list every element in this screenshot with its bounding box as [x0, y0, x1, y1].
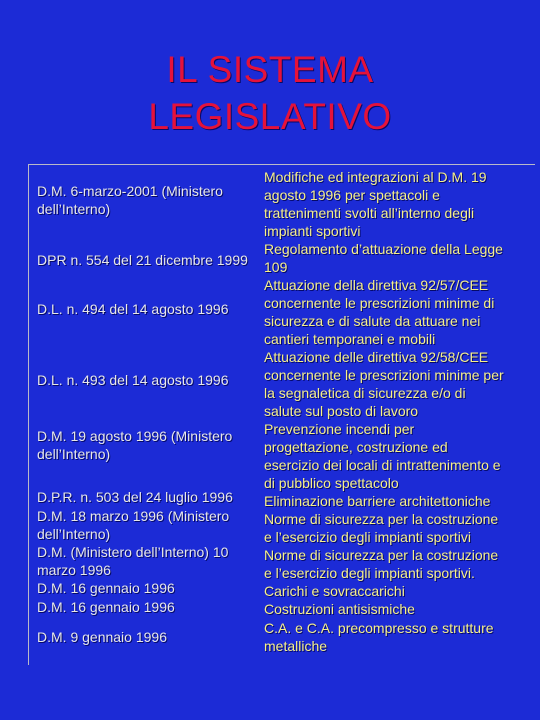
- right-line-15: Prevenzione incendi per: [264, 421, 415, 437]
- right-line-18: di pubblico spettacolo: [264, 475, 399, 491]
- right-line-4: impianti sportivi: [264, 223, 361, 239]
- right-line-22: Norme di sicurezza per la costruzione: [264, 547, 499, 563]
- right-line-17: esercizio dei locali di intrattenimento e: [264, 457, 501, 473]
- left-line-12: marzo 1996: [37, 562, 111, 578]
- right-line-16: progettazione, costruzione ed: [264, 439, 448, 455]
- right-line-5: Regolamento d’attuazione della Legge: [264, 241, 503, 257]
- right-line-14: salute sul posto di lavoro: [264, 403, 419, 419]
- right-line-26: C.A. e C.A. precompresso e strutture: [264, 620, 494, 636]
- left-line-5: D.L. n. 493 del 14 agosto 1996: [37, 372, 229, 388]
- right-line-12: concernente le prescrizioni minime per: [264, 367, 504, 383]
- right-line-11: Attuazione delle direttiva 92/58/CEE: [264, 349, 489, 365]
- left-line-10: dell’Interno): [37, 526, 111, 542]
- left-line-15: D.M. 9 gennaio 1996: [37, 629, 167, 645]
- right-line-9: sicurezza e di salute da attuare nei: [264, 313, 481, 329]
- left-line-1: D.M. 6-marzo-2001 (Ministero: [37, 183, 223, 199]
- right-line-20: Norme di sicurezza per la costruzione: [264, 511, 499, 527]
- left-line-6: D.M. 19 agosto 1996 (Ministero: [37, 428, 233, 444]
- left-line-3: DPR n. 554 del 21 dicembre 1999: [37, 252, 248, 268]
- right-line-25: Costruzioni antisismiche: [264, 601, 415, 617]
- left-line-4: D.L. n. 494 del 14 agosto 1996: [37, 301, 229, 317]
- title-line-2: LEGISLATIVO: [148, 96, 392, 137]
- right-line-2: agosto 1996 per spettacoli e: [264, 187, 440, 203]
- page-title: [0, 46, 540, 140]
- left-line-8: D.P.R. n. 503 del 24 luglio 1996: [37, 489, 233, 505]
- right-line-13: la segnaletica di sicurezza e/o di: [264, 385, 466, 401]
- right-line-3: trattenimenti svolti all’interno degli: [264, 205, 475, 221]
- left-line-7: dell’Interno): [37, 446, 111, 462]
- right-line-27: metalliche: [264, 638, 328, 654]
- right-line-10: cantieri temporanei e mobili: [264, 331, 436, 347]
- right-line-1: Modifiche ed integrazioni al D.M. 19: [264, 169, 487, 185]
- right-line-8: concernente le prescrizioni minime di: [264, 295, 495, 311]
- left-line-13: D.M. 16 gennaio 1996: [37, 580, 175, 596]
- right-line-19: Eliminazione barriere architettoniche: [264, 493, 491, 509]
- right-line-7: Attuazione della direttiva 92/57/CEE: [264, 277, 489, 293]
- right-line-24: Carichi e sovraccarichi: [264, 583, 405, 599]
- left-line-14: D.M. 16 gennaio 1996: [37, 599, 175, 615]
- right-line-6: 109: [264, 259, 288, 275]
- right-line-21: e l’esercizio degli impianti sportivi: [264, 529, 471, 545]
- left-line-2: dell’Interno): [37, 201, 111, 217]
- title-line-1: IL SISTEMA: [166, 49, 374, 90]
- left-line-11: D.M. (Ministero dell’Interno) 10: [37, 544, 229, 560]
- left-line-9: D.M. 18 marzo 1996 (Ministero: [37, 508, 230, 524]
- right-line-23: e l’esercizio degli impianti sportivi.: [264, 565, 475, 581]
